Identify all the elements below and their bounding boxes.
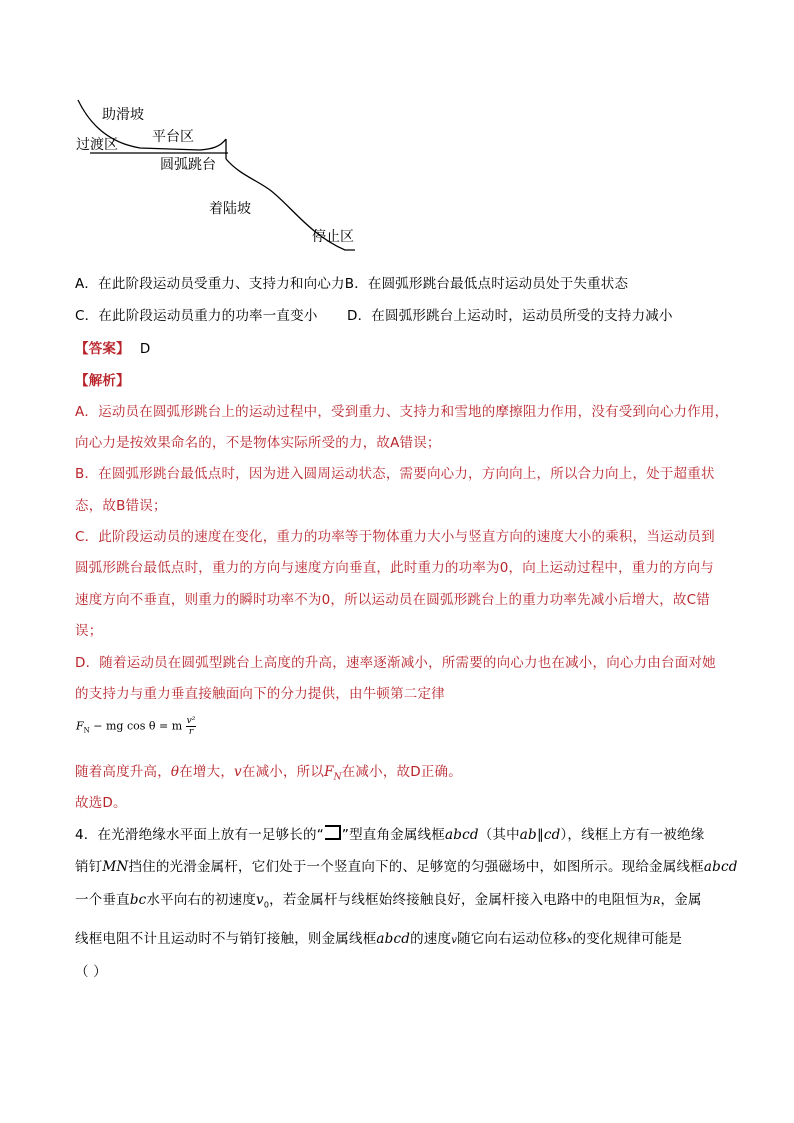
option-a-b: A．在此阶段运动员受重力、支持力和向心力B．在圆弧形跳台最低点时运动员处于失重状态	[75, 276, 629, 292]
analysis-label: 【解析】	[75, 373, 130, 389]
analysis-line: 态，故B错误；	[75, 498, 167, 514]
label-zhuolupo: 着陆坡	[209, 201, 251, 217]
analysis-line: A．运动员在圆弧形跳台上的运动过程中，受到重力、支持力和雪地的摩擦阻力作用，没有受到向心力作用，	[75, 404, 729, 420]
q4-line-1: 4．在光滑绝缘水平面上放有一足够长的“ ”型直角金属线框abcd（其中ab∥cd），线框上方有一被绝缘	[75, 827, 705, 843]
analysis-line: B．在圆弧形跳台最低点时，因为进入圆周运动状态，需要向心力，方向向上，所以合力向上，处于超重状	[75, 466, 715, 482]
analysis-line: 圆弧形跳台最低点时，重力的方向与速度方向垂直，此时重力的功率为0，向上运动过程中，重力的方向与	[75, 560, 714, 576]
bracket-frame-icon	[325, 825, 341, 840]
q4-answer-blank: （ ）	[75, 964, 107, 980]
answer-label: 【答案】	[75, 341, 130, 357]
analysis-line: 向心力是按效果命名的，不是物体实际所受的力，故A错误；	[75, 435, 441, 451]
analysis-line: D．随着运动员在圆弧型跳台上高度的升高，速率逐渐减小，所需要的向心力也在减小，向心力由台面对她	[75, 655, 716, 671]
conclusion-line: 随着高度升高，θ在增大，v在减小，所以$F_N$在减小，故D正确。	[75, 764, 462, 783]
final-choice: 故选D。	[75, 795, 127, 811]
label-tingzhiqu: 停止区	[312, 229, 354, 245]
analysis-line: 的支持力与重力垂直接触面向下的分力提供，由牛顿第二定律	[75, 686, 445, 702]
option-c: C．在此阶段运动员重力的功率一直变小	[75, 308, 318, 324]
analysis-line: 误；	[75, 623, 103, 639]
label-pingtaiqu: 平台区	[152, 129, 194, 145]
analysis-line: 速度方向不垂直，则重力的瞬时功率不为0，所以运动员在圆弧形跳台上的重力功率先减小后增大，故C错	[75, 592, 710, 608]
label-yuanhutiaotai: 圆弧跳台	[160, 157, 216, 173]
newton-formula: $F_N$ − mg cos θ = m $\frac{\text{v²}}{r}$	[76, 716, 196, 737]
q4-line-4: 线框电阻不计且运动时不与销钉接触，则金属线框abcd的速度v随它向右运动位移x的变化规律可能是	[75, 931, 683, 947]
q4-line-3: 一个垂直bc水平向右的初速度$v_0$，若金属杆与线框始终接触良好，金属杆接入电路中的电阻恒为R，金属	[75, 892, 702, 910]
answer-line	[75, 337, 150, 357]
option-d: D．在圆弧形跳台上运动时，运动员所受的支持力减小	[347, 308, 673, 324]
label-guoduqu: 过渡区	[76, 137, 118, 153]
analysis-line: C．此阶段运动员的速度在变化，重力的功率等于物体重力大小与竖直方向的速度大小的乘积，当运动员到	[75, 529, 715, 545]
fraction: $\frac{\text{v²}}{r}$	[186, 716, 196, 737]
q4-line-2: 销钉MN挡住的光滑金属杆，它们处于一个竖直向下的、足够宽的匀强磁场中，如图所示。现给金属线框abcd	[75, 859, 738, 875]
label-zhuhuapo: 助滑坡	[102, 107, 144, 123]
answer-value: D	[139, 341, 151, 357]
